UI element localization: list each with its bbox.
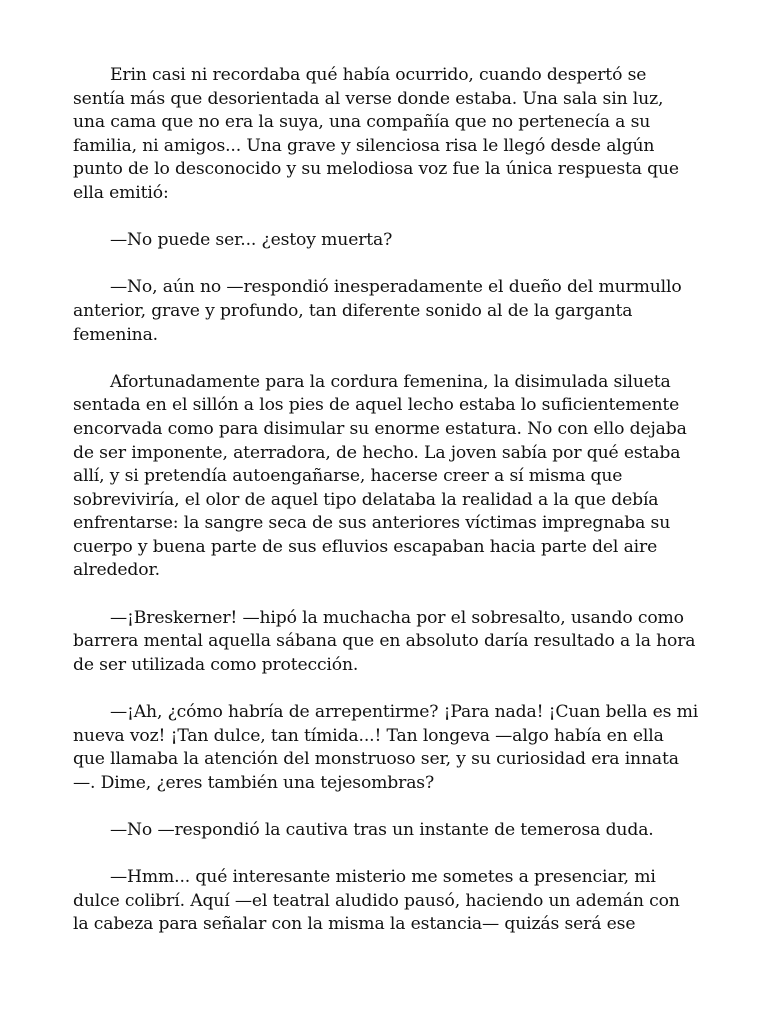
paragraph: —No puede ser... ¿estoy muerta? <box>110 230 393 251</box>
paragraph: —No —respondió la cautiva tras un instante de temerosa duda. <box>110 820 654 840</box>
document-page <box>73 64 699 961</box>
paragraph: —No, aún no —respondió inesperadamente el dueño del murmullo anterior, grave y profundo, tan diferente sonido al de la garganta femenina. <box>73 277 682 345</box>
paragraph: —¡Breskerner! —hipó la muchacha por el sobresalto, usando como barrera mental aquella sábana que en absoluto daría resultado a la hora de ser utilizada como protección. <box>73 607 696 675</box>
paragraph: Afortunadamente para la cordura femenina, la disimulada silueta sentada en el sillón a los pies de aquel lecho estaba lo suficientemente encorvada como para disimular su enorme estatura. No con ello dejaba de ser imponente, aterradora, de hecho. La joven sabía por qué estaba allí, y si pretendía autoengañarse, hacerse creer a sí misma que sobreviviría, el olor de aquel tipo delataba la realidad a la que debía enfrentarse: la sangre seca de sus anteriores víctimas impregnaba su cuerpo y buena parte de sus efluvios escapaban hacia parte del aire alrededor. <box>73 371 687 581</box>
paragraph: Erin casi ni recordaba qué había ocurrido, cuando despertó se sentía más que desorientada al verse donde estaba. Una sala sin luz, una cama que no era la suya, una compañía que no pertenecía a su familia, ni amigos... Una grave y silenciosa risa le llegó desde algún punto de lo desconocido y su melodiosa voz fue la única respuesta que ella emitió: <box>73 65 679 203</box>
paragraph: —¡Ah, ¿cómo habría de arrepentirme? ¡Para nada! ¡Cuan bella es mi nueva voz! ¡Tan dulce, tan tímida...! Tan longeva —algo había en ella que llamaba la atención del monstruoso ser, y su curiosidad era innata—. Dime, ¿eres también una tejesombras? <box>73 702 699 793</box>
paragraph: —Hmm... qué interesante misterio me sometes a presenciar, mi dulce colibrí. Aquí —el teatral aludido pausó, haciendo un ademán con la cabeza para señalar con la misma la estancia— quizás será ese <box>73 867 680 935</box>
